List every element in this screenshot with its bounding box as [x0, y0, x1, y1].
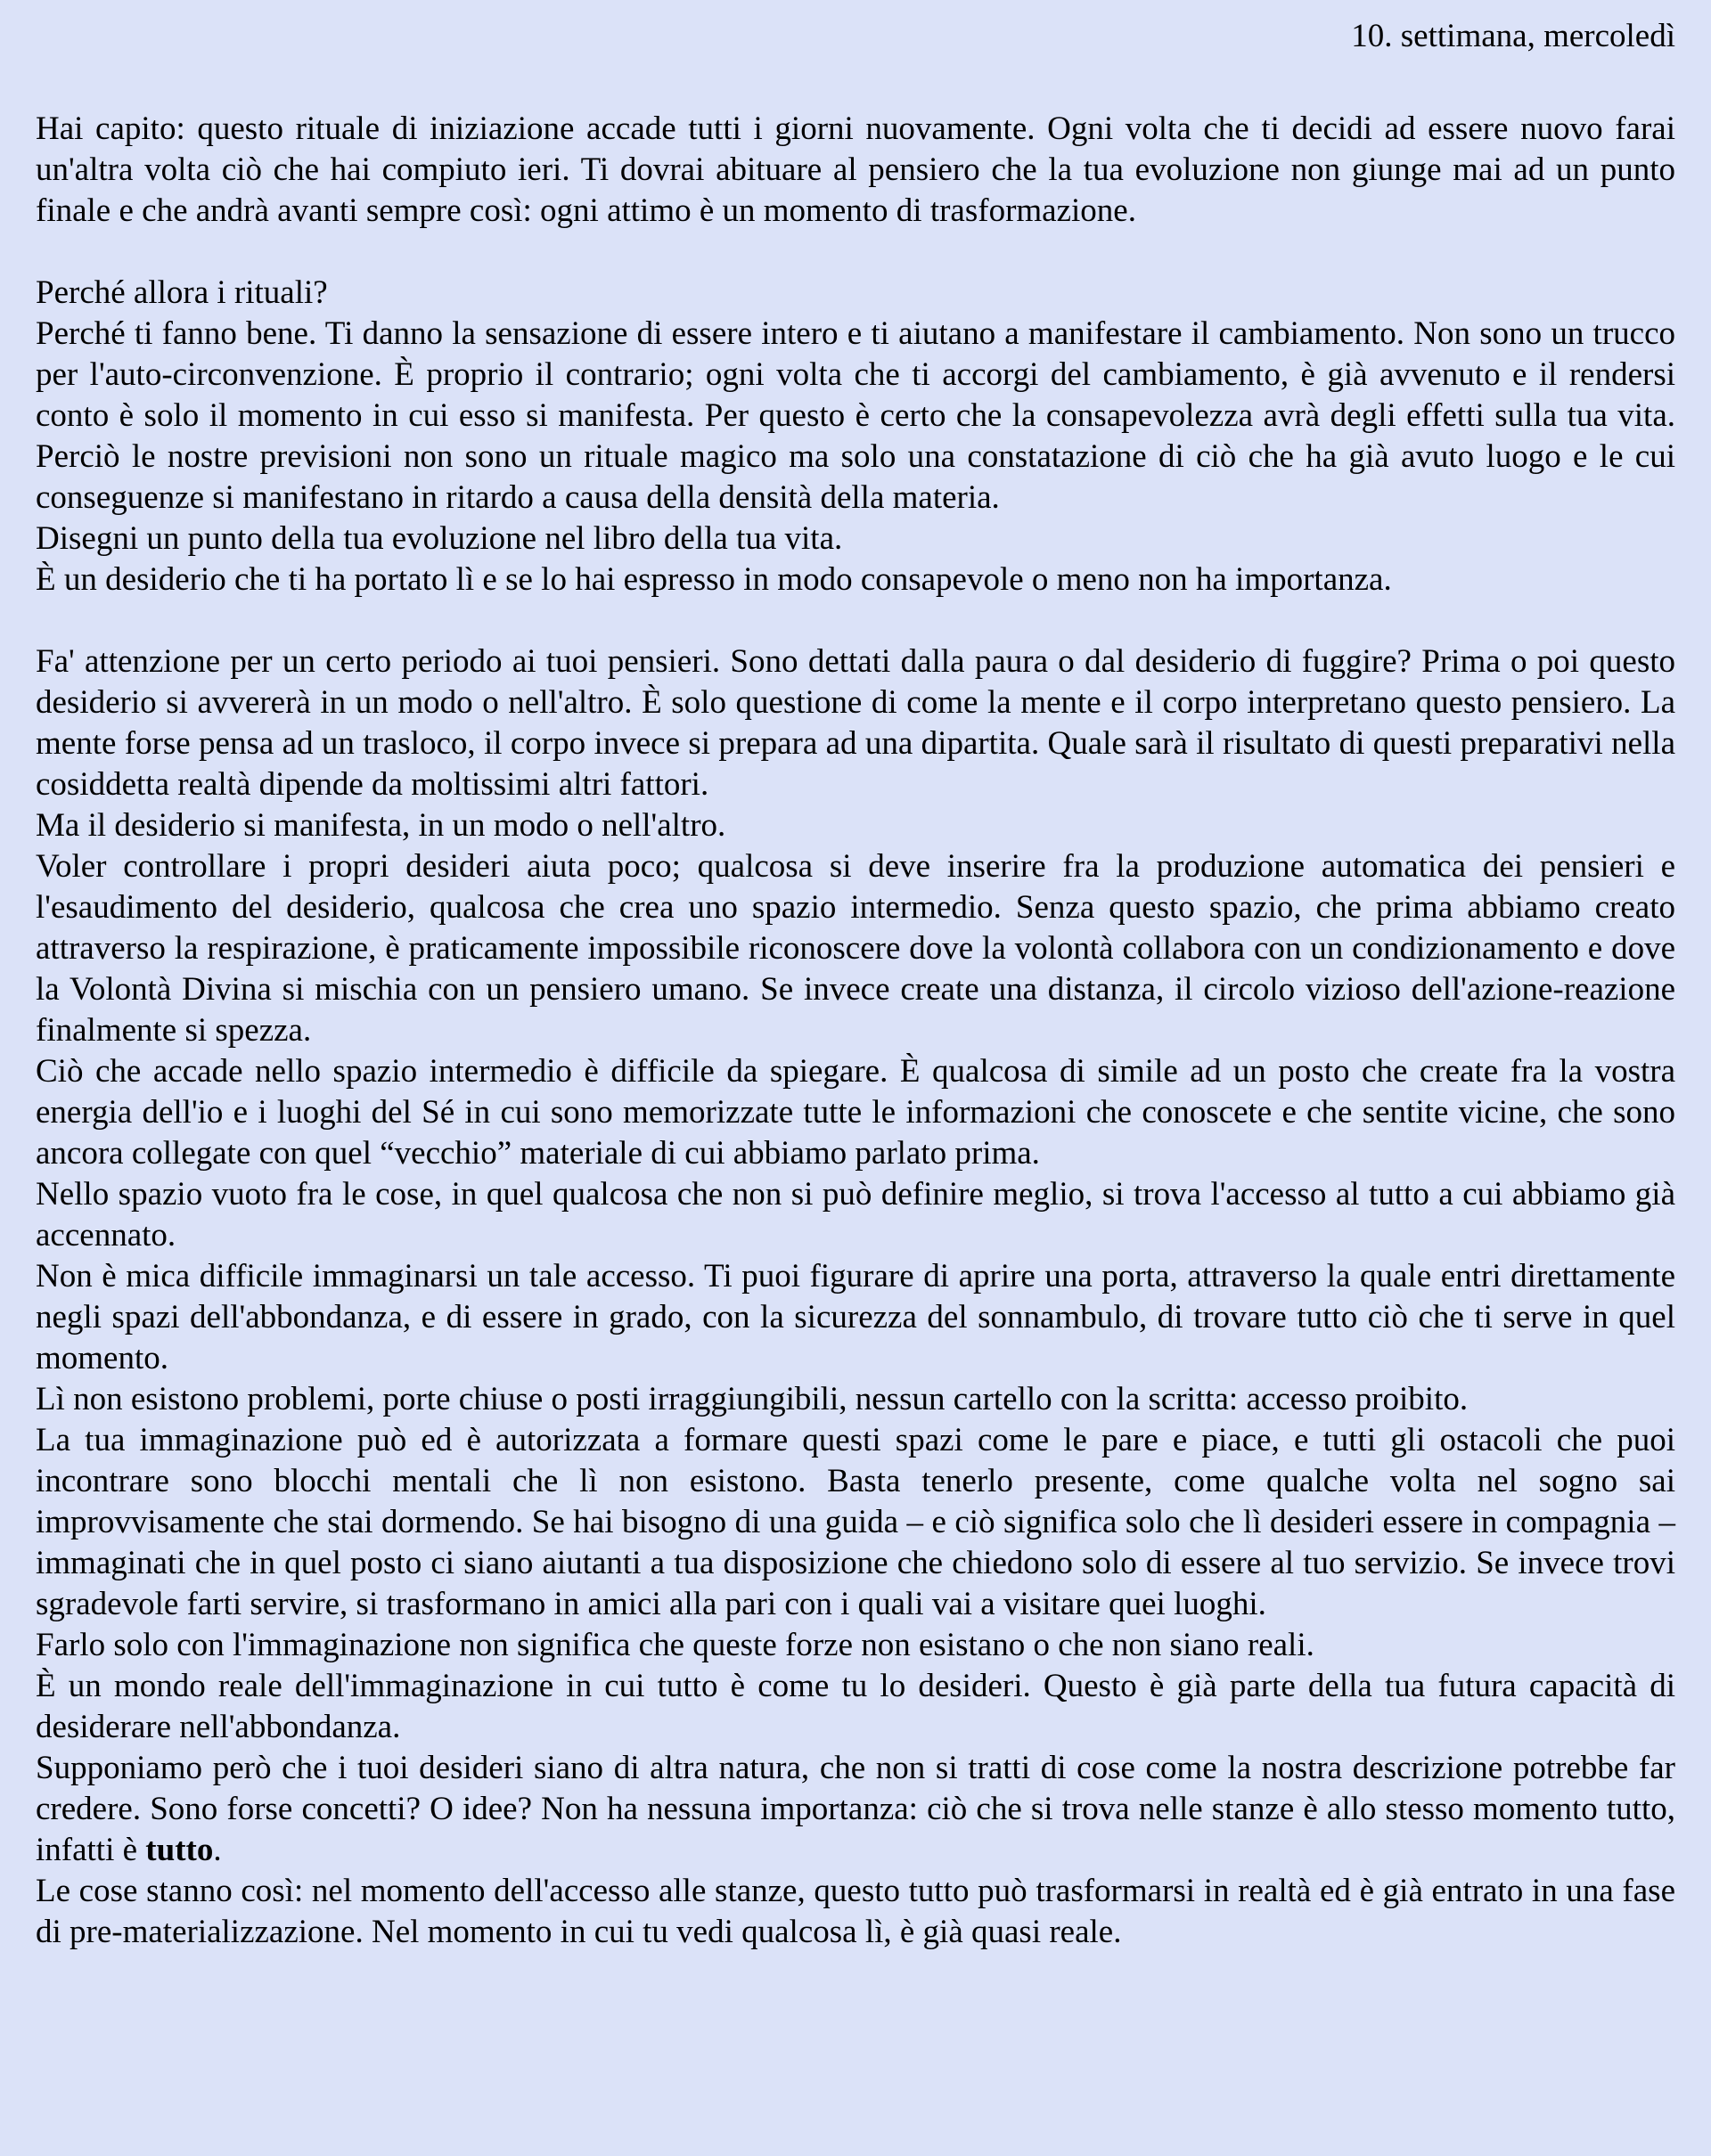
text-run: Ciò che accade nello spazio intermedio è difficile da spiegare. È qualcosa di simile ad un posto che create fra la vostra energia dell'io e i luoghi del Sé in cui sono memorizzate tutte le informazioni che conoscete e che sentite vicine, che sono ancora collegate con quel “vecchio” materiale di cui abbiamo parlato prima. — [36, 1053, 1675, 1172]
paragraph — [36, 1256, 1675, 1379]
document-body — [36, 109, 1675, 1953]
text-run: Farlo solo con l'immaginazione non significa che queste forze non esistano o che non siano reali. — [36, 1627, 1314, 1663]
paragraph — [36, 1420, 1675, 1625]
text-run: Voler controllare i propri desideri aiuta poco; qualcosa si deve inserire fra la produzione automatica dei pensieri e l'esaudimento del desiderio, qualcosa che crea uno spazio intermedio. Senza questo spazio, che prima abbiamo creato attraverso la respirazione, è praticamente impossibile riconoscere dove la volontà collabora con un condizionamento e dove la Volontà Divina si mischia con un pensiero umano. Se invece create una distanza, il circolo vizioso dell'azione-reazione finalmente si spezza. — [36, 848, 1675, 1049]
text-run: Hai capito: questo rituale di iniziazione accade tutti i giorni nuovamente. Ogni volta che ti decidi ad essere nuovo farai un'altra volta ciò che hai compiuto ieri. Ti dovrai abituare al pensiero che la tua evoluzione non giunge mai ad un punto finale e che andrà avanti sempre così: ogni attimo è un momento di trasformazione. — [36, 110, 1675, 229]
text-run: La tua immaginazione può ed è autorizzata a formare questi spazi come le pare e piace, e tutti gli ostacoli che puoi incontrare sono blocchi mentali che lì non esistono. Basta tenerlo presente, come qualche volta nel sogno sai improvvisamente che stai dormendo. Se hai bisogno di una guida – e ciò significa solo che lì desideri essere in compagnia – immaginati che in quel posto ci siano aiutanti a tua disposizione che chiedono solo di essere al tuo servizio. Se invece trovi sgradevole farti servire, si trasformano in amici alla pari con i quali vai a visitare quei luoghi. — [36, 1422, 1675, 1622]
text-run: È un desiderio che ti ha portato lì e se lo hai espresso in modo consapevole o meno non ha importanza. — [36, 561, 1392, 598]
paragraph — [36, 846, 1675, 1051]
paragraph — [36, 519, 1675, 559]
paragraph — [36, 559, 1675, 600]
text-run: Perché allora i rituali? — [36, 274, 328, 311]
text-run: Non è mica difficile immaginarsi un tale accesso. Ti puoi figurare di aprire una porta, attraverso la quale entri direttamente negli spazi dell'abbondanza, e di essere in grado, con la sicurezza del sonnambulo, di trovare tutto ciò che ti serve in quel momento. — [36, 1258, 1675, 1376]
text-run: Le cose stanno così: nel momento dell'accesso alle stanze, questo tutto può trasformarsi in realtà ed è già entrato in una fase di pre-materializzazione. Nel momento in cui tu vedi qualcosa lì, è già quasi reale. — [36, 1873, 1675, 1950]
bold-text: tutto — [145, 1832, 214, 1868]
text-run: Ma il desiderio si manifesta, in un modo o nell'altro. — [36, 807, 726, 844]
paragraph — [36, 805, 1675, 846]
paragraph — [36, 1174, 1675, 1256]
text-run: Fa' attenzione per un certo periodo ai tuoi pensieri. Sono dettati dalla paura o dal desiderio di fuggire? Prima o poi questo desiderio si avvererà in un modo o nell'altro. È solo questione di come la mente e il corpo interpretano questo pensiero. La mente forse pensa ad un trasloco, il corpo invece si prepara ad una dipartita. Quale sarà il risultato di questi preparativi nella cosiddetta realtà dipende da moltissimi altri fattori. — [36, 643, 1675, 803]
page-header-date: 10. settimana, mercoledì — [1351, 18, 1675, 54]
paragraph — [36, 314, 1675, 519]
paragraph — [36, 1379, 1675, 1420]
paragraph — [36, 109, 1675, 232]
text-run: È un mondo reale dell'immaginazione in cui tutto è come tu lo desideri. Questo è già parte della tua futura capacità di desiderare nell'abbondanza. — [36, 1668, 1675, 1745]
paragraph — [36, 1051, 1675, 1174]
paragraph — [36, 641, 1675, 805]
text-run: Supponiamo però che i tuoi desideri siano di altra natura, che non si tratti di cose come la nostra descrizione potrebbe far credere. Sono forse concetti? O idee? Non ha nessuna importanza: ciò che si trova nelle stanze è allo stesso momento tutto, infatti è — [36, 1750, 1675, 1868]
paragraph — [36, 273, 1675, 314]
paragraph — [36, 1871, 1675, 1953]
text-run: . — [213, 1832, 222, 1868]
paragraph — [36, 1748, 1675, 1871]
text-run: Lì non esistono problemi, porte chiuse o posti irraggiungibili, nessun cartello con la scritta: accesso proibito. — [36, 1381, 1469, 1417]
paragraph — [36, 1625, 1675, 1666]
text-run: Nello spazio vuoto fra le cose, in quel qualcosa che non si può definire meglio, si trova l'accesso al tutto a cui abbiamo già accennato. — [36, 1176, 1675, 1254]
paragraph — [36, 1666, 1675, 1748]
text-run: Disegni un punto della tua evoluzione nel libro della tua vita. — [36, 520, 843, 557]
text-run: Perché ti fanno bene. Ti danno la sensazione di essere intero e ti aiutano a manifestare il cambiamento. Non sono un trucco per l'auto-circonvenzione. È proprio il contrario; ogni volta che ti accorgi del cambiamento, è già avvenuto e il rendersi conto è solo il momento in cui esso si manifesta. Per questo è certo che la consapevolezza avrà degli effetti sulla tua vita. Perciò le nostre previsioni non sono un rituale magico ma solo una constatazione di ciò che ha già avuto luogo e le cui conseguenze si manifestano in ritardo a causa della densità della materia. — [36, 315, 1675, 516]
